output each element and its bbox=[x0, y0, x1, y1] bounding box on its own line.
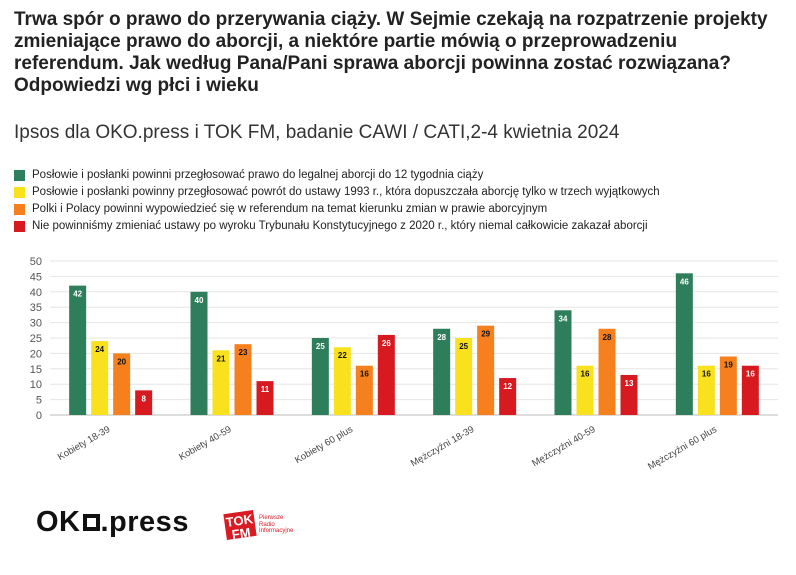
bar-value-label: 21 bbox=[216, 354, 226, 364]
bar-value-label: 20 bbox=[117, 357, 127, 367]
bar-value-label: 40 bbox=[194, 295, 204, 305]
bar-value-label: 28 bbox=[602, 332, 612, 342]
oko-logo-text-left: OK bbox=[36, 506, 81, 538]
legend-item-1993-law bbox=[14, 184, 784, 201]
bars-layer bbox=[69, 273, 759, 415]
y-tick-label: 50 bbox=[29, 256, 42, 268]
bar-value-label: 16 bbox=[701, 369, 711, 379]
chart-subtitle: Ipsos dla OKO.press i TOK FM, badanie CAWI / CATI,2-4 kwietnia 2024 bbox=[14, 122, 620, 143]
grid-layer bbox=[50, 261, 778, 415]
legend-label: Posłowie i posłanki powinni przegłosować prawo do legalnej aborcji do 12 tygodnia ciąży bbox=[32, 169, 484, 181]
bar-value-label: 24 bbox=[95, 345, 105, 355]
y-tick-label: 0 bbox=[35, 410, 42, 422]
bar-value-label: 13 bbox=[624, 378, 634, 388]
oko-logo-text-right: .press bbox=[100, 506, 189, 538]
legend-label: Polki i Polacy powinni wypowiedzieć się w referendum na temat kierunku zmian w prawie aborcyjnym bbox=[32, 203, 548, 215]
legend-label: Nie powinniśmy zmieniać ustawy po wyroku Trybunału Konstytucyjnego z 2020 r., który niemal całkowicie zakazał aborcji bbox=[32, 220, 648, 232]
bar-value-label: 46 bbox=[679, 277, 689, 287]
bar-value-label: 11 bbox=[260, 385, 270, 395]
bar bbox=[191, 292, 208, 415]
tok-fm-tagline: Pierwsze Radio Informacyjne bbox=[259, 515, 294, 534]
legend-swatch-green bbox=[14, 170, 25, 181]
oko-press-logo bbox=[36, 506, 189, 539]
y-tick-label: 20 bbox=[29, 348, 42, 361]
bar bbox=[555, 310, 572, 415]
y-tick-label: 40 bbox=[29, 286, 42, 299]
legend-item-referendum bbox=[14, 201, 784, 218]
bar-value-label: 23 bbox=[238, 348, 248, 358]
bar-value-label: 22 bbox=[337, 351, 347, 361]
x-tick-label: Kobiety 40-59 bbox=[177, 424, 234, 463]
bar-value-label: 16 bbox=[359, 369, 369, 379]
x-tick-label: Kobiety 18-39 bbox=[55, 424, 113, 463]
legend-swatch-yellow bbox=[14, 187, 25, 198]
x-tick-label: Mężczyźni 18-39 bbox=[408, 424, 477, 470]
y-tick-label: 35 bbox=[29, 302, 42, 315]
bar-value-label: 25 bbox=[315, 342, 325, 351]
bar-value-label: 34 bbox=[558, 314, 568, 324]
y-tick-label: 10 bbox=[29, 379, 42, 392]
y-tick-label: 45 bbox=[29, 271, 42, 284]
bar-value-label: 28 bbox=[437, 332, 447, 342]
y-tick-label: 30 bbox=[29, 317, 42, 330]
legend bbox=[14, 167, 784, 235]
bar-value-label: 8 bbox=[141, 394, 146, 404]
chart-title: Trwa spór o prawo do przerywania ciąży. W Sejmie czekają na rozpatrzenie projekty zmieniające prawo do aborcji, a niektóre partie mówią o przeprowadzeniu referendum. Jak według Pana/Pani sprawa aborcji powinna zostać rozwiązana? Odpowiedzi wg płci i wieku bbox=[14, 9, 768, 96]
y-tick-label: 15 bbox=[29, 363, 42, 376]
oko-square-icon bbox=[83, 514, 100, 531]
bar-value-label: 29 bbox=[481, 329, 491, 339]
x-tick-label: Mężczyźni 60 plus bbox=[646, 424, 719, 473]
legend-swatch-orange bbox=[14, 204, 25, 215]
bar bbox=[477, 326, 494, 415]
bar-chart bbox=[0, 250, 796, 495]
bar-value-label: 26 bbox=[381, 338, 391, 348]
x-tick-label: Kobiety 60 plus bbox=[293, 424, 355, 467]
tok-fm-logo bbox=[224, 511, 299, 543]
y-tick-label: 25 bbox=[29, 333, 42, 345]
bar-value-label: 42 bbox=[73, 289, 83, 299]
bar bbox=[69, 286, 86, 415]
legend-item-no-change bbox=[14, 218, 784, 235]
bar-value-label: 25 bbox=[459, 342, 469, 351]
legend-swatch-red bbox=[14, 221, 25, 232]
legend-item-legal-abortion bbox=[14, 167, 784, 184]
bar-value-label: 16 bbox=[745, 369, 755, 379]
bar-value-label: 12 bbox=[503, 382, 513, 392]
tok-fm-box: TOK FM bbox=[223, 510, 256, 540]
x-tick-label: Mężczyźni 40-59 bbox=[530, 424, 598, 470]
bar-value-label: 19 bbox=[723, 360, 733, 370]
legend-label: Posłowie i posłanki powinny przegłosować powrót do ustawy 1993 r., która dopuszczała aborcję tylko w trzech wyjątkowych bbox=[32, 186, 660, 198]
y-tick-label: 5 bbox=[35, 394, 42, 407]
bar-value-label: 16 bbox=[580, 369, 590, 379]
bar bbox=[676, 273, 693, 415]
